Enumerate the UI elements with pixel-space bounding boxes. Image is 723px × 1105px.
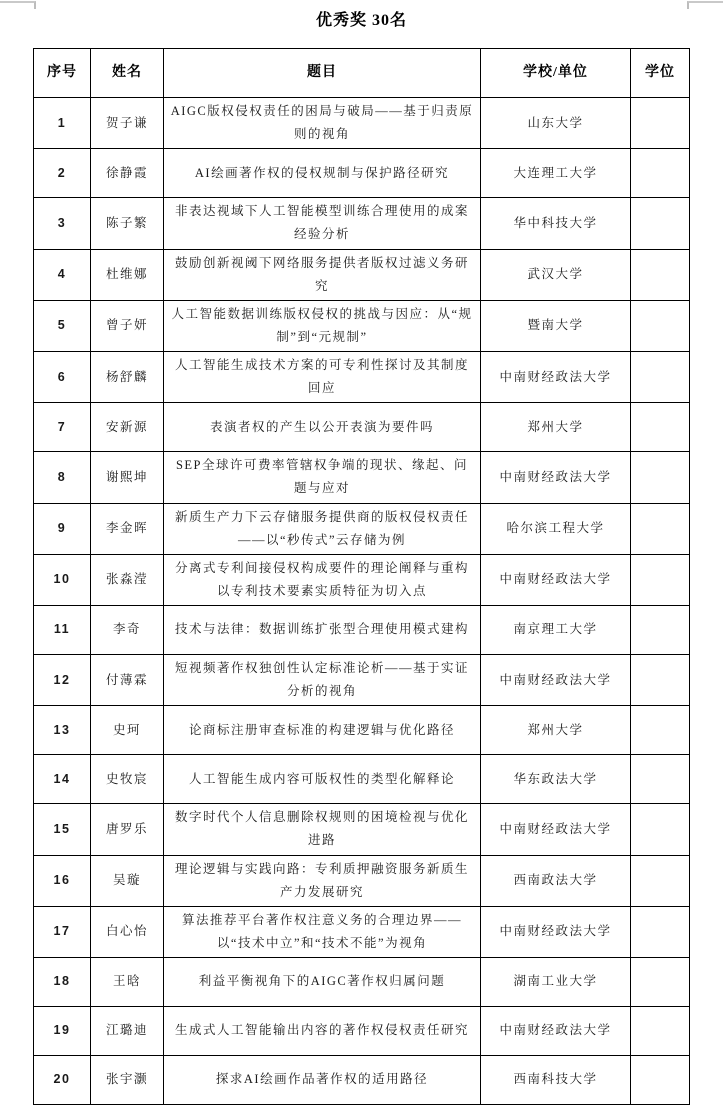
cell-school: 中南财经政法大学 xyxy=(481,554,631,605)
cell-topic: AI绘画著作权的侵权规制与保护路径研究 xyxy=(164,149,481,198)
cell-topic: 论商标注册审查标准的构建逻辑与优化路径 xyxy=(164,706,481,755)
table-row xyxy=(34,1007,690,1056)
cell-topic: 数字时代个人信息删除权规则的困境检视与优化进路 xyxy=(164,804,481,855)
table-row xyxy=(34,606,690,655)
cell-name: 张淼滢 xyxy=(91,554,164,605)
table-row xyxy=(34,300,690,351)
cell-school: 西南政法大学 xyxy=(481,855,631,906)
table-row xyxy=(34,198,690,249)
header-topic: 题目 xyxy=(164,49,481,98)
cell-degree xyxy=(631,1056,690,1105)
cell-degree xyxy=(631,98,690,149)
cell-degree xyxy=(631,1007,690,1056)
cell-degree xyxy=(631,403,690,452)
cell-degree xyxy=(631,655,690,706)
cell-degree xyxy=(631,755,690,804)
cell-name: 谢熙坤 xyxy=(91,452,164,503)
cell-topic: 利益平衡视角下的AIGC著作权归属问题 xyxy=(164,958,481,1007)
cell-no: 9 xyxy=(34,503,91,554)
cell-degree xyxy=(631,149,690,198)
cell-name: 徐静霞 xyxy=(91,149,164,198)
cell-school: 湖南工业大学 xyxy=(481,958,631,1007)
cell-no: 1 xyxy=(34,98,91,149)
cell-school: 郑州大学 xyxy=(481,706,631,755)
cell-school: 中南财经政法大学 xyxy=(481,452,631,503)
cell-topic: 新质生产力下云存储服务提供商的版权侵权责任——以“秒传式”云存储为例 xyxy=(164,503,481,554)
header-row xyxy=(34,49,690,98)
cell-topic: 鼓励创新视阈下网络服务提供者版权过滤义务研究 xyxy=(164,249,481,300)
cell-no: 3 xyxy=(34,198,91,249)
cell-degree xyxy=(631,249,690,300)
cell-school: 华东政法大学 xyxy=(481,755,631,804)
table-row xyxy=(34,98,690,149)
cell-degree xyxy=(631,606,690,655)
table-row xyxy=(34,958,690,1007)
table-row xyxy=(34,352,690,403)
cell-school: 中南财经政法大学 xyxy=(481,1007,631,1056)
cell-school: 中南财经政法大学 xyxy=(481,352,631,403)
table-row xyxy=(34,452,690,503)
cell-degree xyxy=(631,554,690,605)
cell-no: 18 xyxy=(34,958,91,1007)
cell-topic: SEP全球许可费率管辖权争端的现状、缘起、问题与应对 xyxy=(164,452,481,503)
table-row xyxy=(34,804,690,855)
table-row xyxy=(34,906,690,957)
cell-school: 中南财经政法大学 xyxy=(481,906,631,957)
cell-name: 付薄霖 xyxy=(91,655,164,706)
award-table xyxy=(33,48,690,1105)
header-name: 姓名 xyxy=(91,49,164,98)
header-no: 序号 xyxy=(34,49,91,98)
cell-degree xyxy=(631,706,690,755)
header-school: 学校/单位 xyxy=(481,49,631,98)
table-row xyxy=(34,1056,690,1105)
table-row xyxy=(34,503,690,554)
cell-name: 安新源 xyxy=(91,403,164,452)
cell-no: 13 xyxy=(34,706,91,755)
cell-name: 张宇灏 xyxy=(91,1056,164,1105)
cell-no: 7 xyxy=(34,403,91,452)
cell-no: 4 xyxy=(34,249,91,300)
cell-name: 杨舒麟 xyxy=(91,352,164,403)
cell-school: 山东大学 xyxy=(481,98,631,149)
cell-no: 12 xyxy=(34,655,91,706)
cell-no: 10 xyxy=(34,554,91,605)
cell-topic: 人工智能生成内容可版权性的类型化解释论 xyxy=(164,755,481,804)
cell-name: 白心怡 xyxy=(91,906,164,957)
table-row xyxy=(34,403,690,452)
cell-topic: 技术与法律：数据训练扩张型合理使用模式建构 xyxy=(164,606,481,655)
table-row xyxy=(34,249,690,300)
cell-name: 吴璇 xyxy=(91,855,164,906)
cell-school: 暨南大学 xyxy=(481,300,631,351)
cell-degree xyxy=(631,198,690,249)
cell-school: 西南科技大学 xyxy=(481,1056,631,1105)
cell-degree xyxy=(631,300,690,351)
header-degree: 学位 xyxy=(631,49,690,98)
cell-name: 唐罗乐 xyxy=(91,804,164,855)
cell-name: 陈子繁 xyxy=(91,198,164,249)
table-row xyxy=(34,706,690,755)
page-title: 优秀奖 30名 xyxy=(315,12,407,29)
table-row xyxy=(34,554,690,605)
cell-degree xyxy=(631,958,690,1007)
cell-degree xyxy=(631,452,690,503)
cell-topic: 表演者权的产生以公开表演为要件吗 xyxy=(164,403,481,452)
cell-no: 17 xyxy=(34,906,91,957)
table-row xyxy=(34,149,690,198)
cell-no: 6 xyxy=(34,352,91,403)
table-row xyxy=(34,755,690,804)
cell-topic: 理论逻辑与实践向路：专利质押融资服务新质生产力发展研究 xyxy=(164,855,481,906)
cell-degree xyxy=(631,804,690,855)
cell-no: 20 xyxy=(34,1056,91,1105)
table-row xyxy=(34,655,690,706)
cell-degree xyxy=(631,906,690,957)
cell-topic: 算法推荐平台著作权注意义务的合理边界——以“技术中立”和“技术不能”为视角 xyxy=(164,906,481,957)
cell-name: 曾子妍 xyxy=(91,300,164,351)
cell-topic: 非表达视域下人工智能模型训练合理使用的成案经验分析 xyxy=(164,198,481,249)
cell-degree xyxy=(631,352,690,403)
cell-no: 15 xyxy=(34,804,91,855)
cell-topic: 分离式专利间接侵权构成要件的理论阐释与重构以专利技术要素实质特征为切入点 xyxy=(164,554,481,605)
cell-name: 李金晖 xyxy=(91,503,164,554)
cell-no: 14 xyxy=(34,755,91,804)
cell-name: 史珂 xyxy=(91,706,164,755)
table-body xyxy=(34,98,690,1105)
cell-topic: AIGC版权侵权责任的困局与破局——基于归责原则的视角 xyxy=(164,98,481,149)
cell-no: 16 xyxy=(34,855,91,906)
cell-school: 哈尔滨工程大学 xyxy=(481,503,631,554)
cell-topic: 人工智能数据训练版权侵权的挑战与因应：从“规制”到“元规制” xyxy=(164,300,481,351)
cell-no: 19 xyxy=(34,1007,91,1056)
cell-degree xyxy=(631,503,690,554)
cell-no: 2 xyxy=(34,149,91,198)
cell-topic: 生成式人工智能输出内容的著作权侵权责任研究 xyxy=(164,1007,481,1056)
cell-name: 杜维娜 xyxy=(91,249,164,300)
cell-name: 史牧宸 xyxy=(91,755,164,804)
cell-no: 5 xyxy=(34,300,91,351)
cell-name: 贺子谦 xyxy=(91,98,164,149)
cell-name: 王晗 xyxy=(91,958,164,1007)
cell-school: 华中科技大学 xyxy=(481,198,631,249)
cell-degree xyxy=(631,855,690,906)
cell-topic: 人工智能生成技术方案的可专利性探讨及其制度回应 xyxy=(164,352,481,403)
table-row xyxy=(34,855,690,906)
cell-school: 中南财经政法大学 xyxy=(481,655,631,706)
table-header xyxy=(34,49,690,98)
cell-school: 武汉大学 xyxy=(481,249,631,300)
cell-school: 郑州大学 xyxy=(481,403,631,452)
cell-no: 8 xyxy=(34,452,91,503)
cell-school: 南京理工大学 xyxy=(481,606,631,655)
cell-school: 中南财经政法大学 xyxy=(481,804,631,855)
cell-topic: 探求AI绘画作品著作权的适用路径 xyxy=(164,1056,481,1105)
cell-topic: 短视频著作权独创性认定标准论析——基于实证分析的视角 xyxy=(164,655,481,706)
cell-name: 江璐迪 xyxy=(91,1007,164,1056)
cell-name: 李奇 xyxy=(91,606,164,655)
cell-school: 大连理工大学 xyxy=(481,149,631,198)
cell-no: 11 xyxy=(34,606,91,655)
